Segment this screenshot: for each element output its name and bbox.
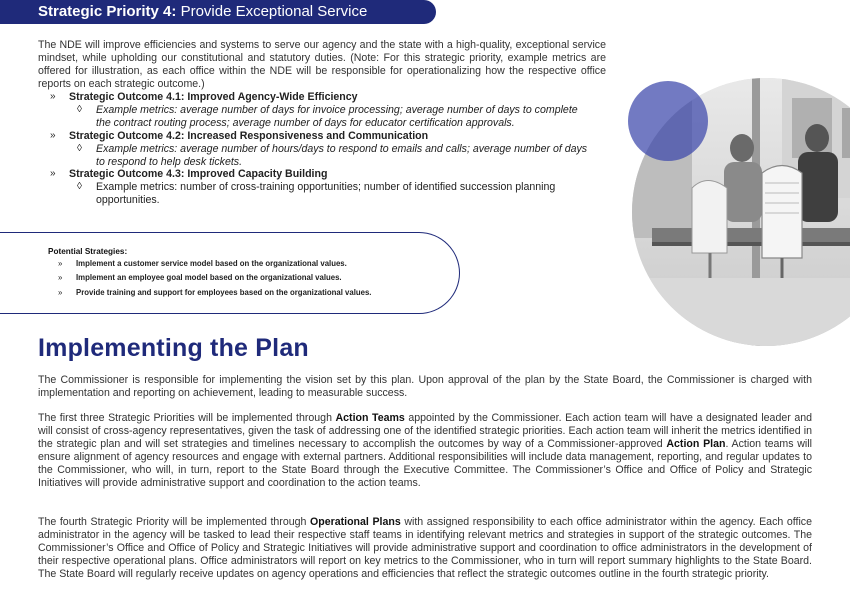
metric-bullet: ◊ — [77, 181, 82, 193]
metric-bullet: ◊ — [77, 103, 82, 115]
banner-title: Provide Exceptional Service — [180, 3, 368, 20]
strategy-item — [58, 273, 342, 282]
strategy-item — [58, 259, 347, 268]
paragraph-emphasis: Action Plan — [666, 437, 726, 450]
strategy-text: Implement a customer service model based on the organizational values. — [76, 259, 347, 268]
accent-circle — [628, 81, 708, 161]
metric-text: Example metrics: average number of hours/days to respond to emails and calls; average number of days to respond to help desk tickets. — [96, 142, 588, 168]
strategies-title: Potential Strategies: — [48, 247, 128, 256]
paragraph-text: The first three Strategic Priorities will be implemented through — [38, 412, 336, 424]
outcome-title: Strategic Outcome 4.3: Improved Capacity Building — [69, 168, 328, 181]
strategy-text: Implement an employee goal model based on the organizational values. — [76, 273, 342, 282]
outcome-item — [38, 91, 608, 104]
outcome-bullet: » — [50, 129, 56, 141]
outcome-metric — [38, 104, 608, 130]
metric-text: Example metrics: average number of days for invoice processing; average number of days to complete the contract routing process; average number of days for educator certification approvals. — [96, 103, 578, 129]
outcome-item — [38, 168, 608, 181]
section-heading: Implementing the Plan — [38, 334, 309, 362]
metric-text: Example metrics: number of cross-training opportunities; number of identified succession planning opportunities. — [96, 181, 556, 207]
outcome-bullet: » — [50, 168, 56, 180]
strategy-bullet: » — [58, 259, 63, 268]
outcome-title: Strategic Outcome 4.1: Improved Agency-Wide Efficiency — [69, 91, 358, 103]
paragraph: The Commissioner is responsible for implementing the vision set by this plan. Upon approval of the plan by the State Board, the Commissioner is charged with implementation and reporting on achievement, leading to measurable success. — [38, 374, 812, 399]
banner-label: Strategic Priority 4: — [38, 3, 177, 20]
paragraph-text: The fourth Strategic Priority will be implemented through — [38, 516, 310, 528]
strategy-text: Provide training and support for employees based on the organizational values. — [76, 288, 372, 297]
paragraph-emphasis: Operational Plans — [310, 516, 401, 528]
metric-bullet: ◊ — [77, 142, 82, 154]
outcome-metric — [38, 143, 608, 169]
outcome-item — [38, 130, 608, 143]
outcome-metric — [38, 181, 608, 207]
outcome-title: Strategic Outcome 4.2: Increased Responsiveness and Communication — [69, 129, 429, 142]
outcome-bullet: » — [50, 91, 56, 102]
section-banner — [0, 0, 436, 24]
strategy-bullet: » — [58, 273, 63, 282]
paragraph-text: appointed by the Commissioner. Each action team will have a designated leader and will consist of cross-agency representatives, given the task of addressing one of the identified strategic priorities. Each action team will inherit the metrics identified in the strategic plan and will set strategies and timelines necessary to accomplish the outcomes by way of a Commissioner-approved — [38, 412, 812, 450]
strategy-item — [58, 288, 371, 297]
paragraph — [38, 412, 812, 489]
strategy-bullet: » — [58, 288, 63, 297]
outcomes-list — [38, 91, 608, 207]
paragraph-text: . Action teams will ensure alignment of agency resources and engage with external partners. Additional responsibilities will include data management, reporting, and regular updates to the Commissioner, who will, in turn, report to the State Board through the Executive Committee. The Commissioner’s Office and Office of Policy and Strategic Initiatives will provide administrative support and coordination to the action teams. — [38, 437, 812, 489]
paragraph-emphasis: Action Teams — [335, 412, 405, 424]
paragraph — [38, 516, 812, 581]
intro-paragraph: The NDE will improve efficiencies and systems to serve our agency and the state with a high-quality, exceptional service mindset, while upholding our constitutional and statutory duties. (Note: For this strategic priority, example metrics are offered for illustration, as each office within the NDE will be responsible for operationalizing how the respective office reports on each strategic outcome.) — [38, 39, 606, 90]
paragraph-text: with assigned responsibility to each office administrator within the agency. Each office administrator in the agency will be tasked to lead their respective staff teams in identifying relevant metrics and strategies in support of the strategic outcomes. The Commissioner’s Office and Office of Policy and Strategic Initiatives will provide administrative support and coordination to office administrators in the development of their respective operational plans. Office administrators will report on key metrics to the Commissioner, who in turn will report summary highlights to the State Board. The State Board will regularly receive updates on agency operations and efficiencies that reflect the strategic outcomes outline in the fourth strategic priority. — [38, 516, 812, 580]
